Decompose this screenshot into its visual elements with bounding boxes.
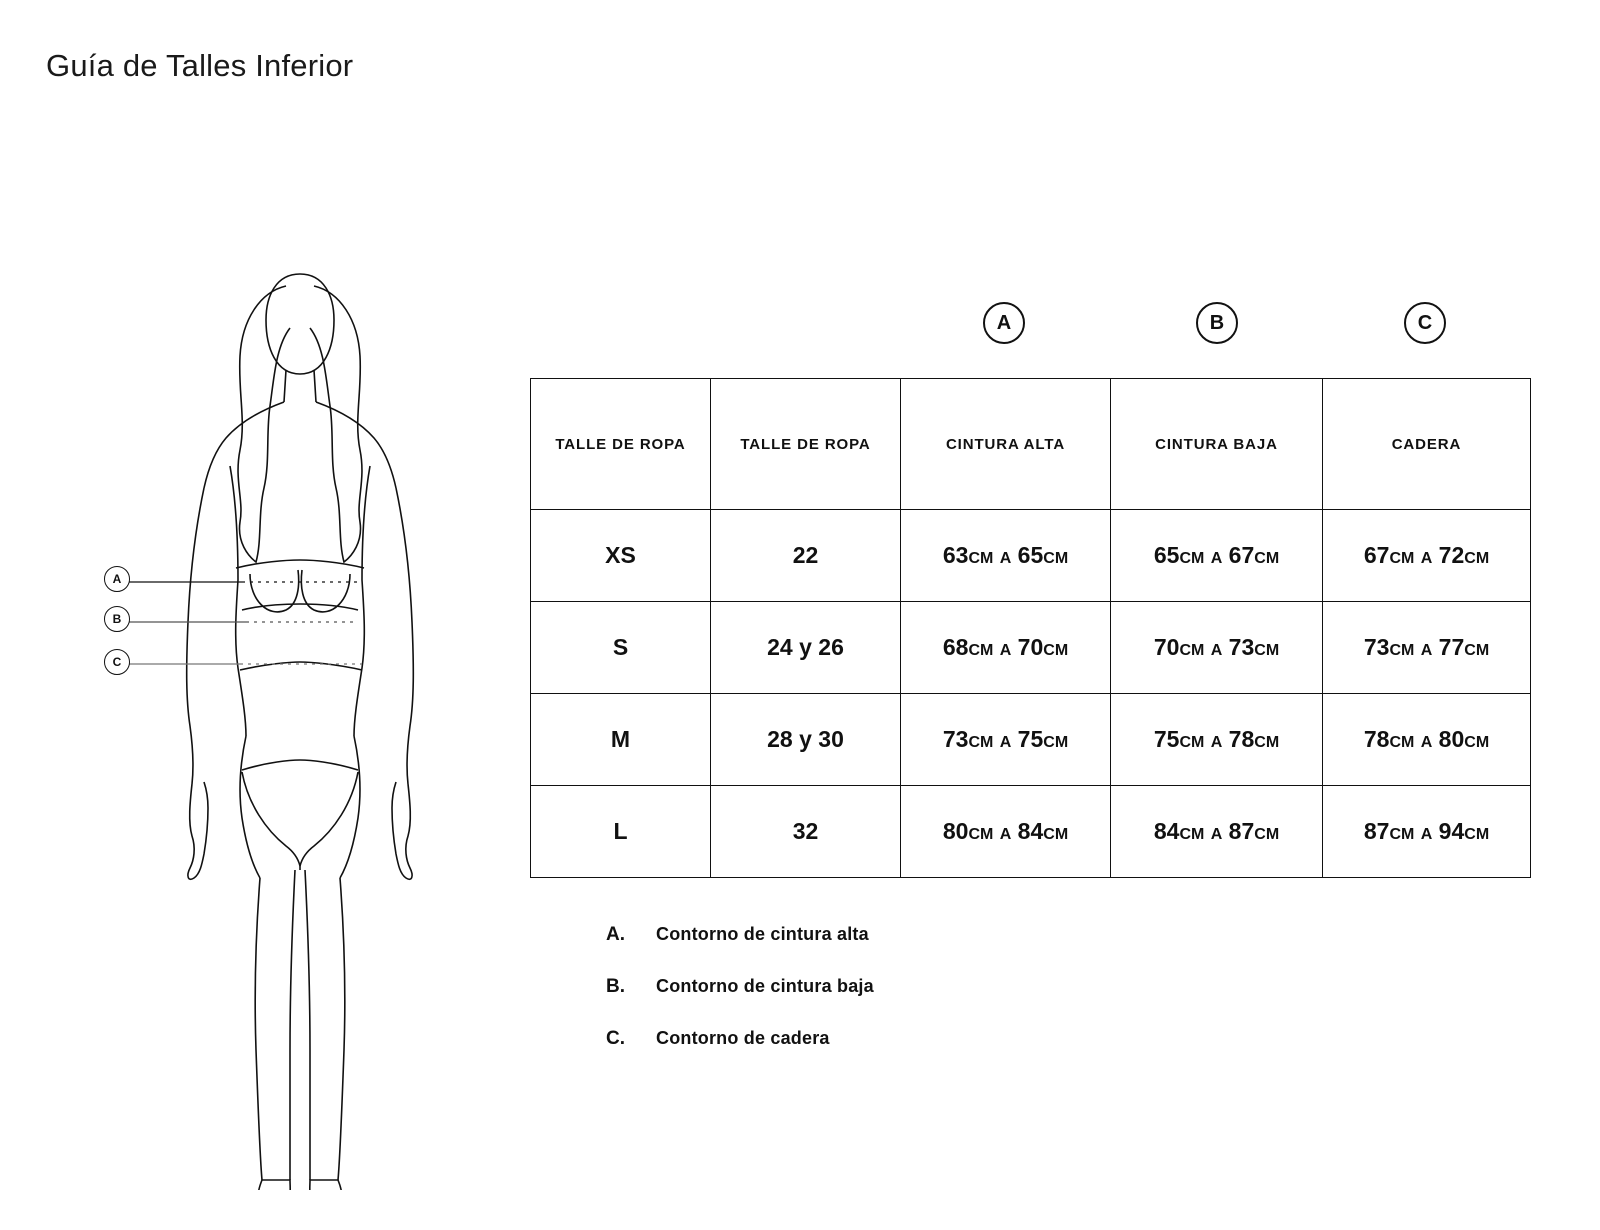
size-guide-table [530, 378, 1531, 878]
value-max: 67 [1228, 542, 1255, 568]
unit-label: CM [968, 826, 994, 843]
unit-label: CM [1254, 734, 1280, 751]
figure-marker-a: A [104, 566, 130, 592]
value-max: 73 [1228, 634, 1255, 660]
column-header-cintura-alta: CINTURA ALTA [901, 379, 1111, 510]
unit-label: CM [968, 642, 994, 659]
column-marker-b: B [1196, 302, 1238, 344]
cell-cadera [1323, 694, 1531, 786]
table-row [531, 694, 1531, 786]
value-min: 87 [1363, 818, 1390, 844]
value-min: 65 [1153, 542, 1180, 568]
unit-label: CM [1389, 642, 1415, 659]
cell-cadera [1323, 786, 1531, 878]
column-header-cadera: CADERA [1323, 379, 1531, 510]
range-separator: A [999, 550, 1012, 567]
unit-label: CM [1043, 826, 1069, 843]
unit-label: CM [968, 550, 994, 567]
table-row [531, 602, 1531, 694]
cell-cintura-alta [901, 694, 1111, 786]
unit-label: CM [1254, 826, 1280, 843]
unit-label: CM [1254, 642, 1280, 659]
column-marker-c: C [1404, 302, 1446, 344]
legend-item-c [606, 1028, 1306, 1050]
unit-label: CM [1464, 642, 1490, 659]
value-max: 94 [1438, 818, 1465, 844]
value-min: 73 [1363, 634, 1390, 660]
range-separator: A [999, 642, 1012, 659]
cell-cintura-baja [1111, 510, 1323, 602]
unit-label: CM [1389, 550, 1415, 567]
legend-item-b [606, 976, 1306, 998]
cell-size-letter: XS [531, 510, 711, 602]
table-header-row [531, 379, 1531, 510]
range-separator: A [1420, 734, 1433, 751]
value-min: 73 [942, 726, 969, 752]
cell-size-number: 28 y 30 [711, 694, 901, 786]
unit-label: CM [1254, 550, 1280, 567]
legend-key-b: B. [606, 976, 625, 997]
value-min: 75 [1153, 726, 1180, 752]
table-row [531, 786, 1531, 878]
value-max: 72 [1438, 542, 1465, 568]
legend-key-c: C. [606, 1028, 625, 1049]
legend [606, 924, 1306, 1080]
unit-label: CM [1179, 550, 1205, 567]
cell-size-number: 32 [711, 786, 901, 878]
cell-cintura-baja [1111, 786, 1323, 878]
table-row [531, 510, 1531, 602]
legend-text-c: Contorno de cadera [656, 1028, 830, 1048]
range-separator: A [1210, 550, 1223, 567]
cell-cintura-baja [1111, 602, 1323, 694]
range-separator: A [1420, 550, 1433, 567]
unit-label: CM [1179, 826, 1205, 843]
figure-marker-b: B [104, 606, 130, 632]
range-separator: A [999, 734, 1012, 751]
cell-cadera [1323, 602, 1531, 694]
value-max: 78 [1228, 726, 1255, 752]
cell-size-letter: L [531, 786, 711, 878]
figure-marker-c: C [104, 649, 130, 675]
range-separator: A [1420, 642, 1433, 659]
cell-cintura-baja [1111, 694, 1323, 786]
page-title: Guía de Talles Inferior [46, 48, 354, 83]
range-separator: A [1210, 826, 1223, 843]
value-max: 77 [1438, 634, 1465, 660]
unit-label: CM [1043, 642, 1069, 659]
cell-size-number: 22 [711, 510, 901, 602]
body-figure-illustration [90, 170, 510, 1190]
legend-text-b: Contorno de cintura baja [656, 976, 874, 996]
female-body-outline-svg [90, 170, 510, 1190]
unit-label: CM [1464, 734, 1490, 751]
cell-cintura-alta [901, 602, 1111, 694]
unit-label: CM [1464, 550, 1490, 567]
value-max: 70 [1017, 634, 1044, 660]
value-max: 84 [1017, 818, 1044, 844]
value-min: 67 [1363, 542, 1390, 568]
unit-label: CM [1389, 826, 1415, 843]
value-max: 65 [1017, 542, 1044, 568]
unit-label: CM [1179, 734, 1205, 751]
legend-text-a: Contorno de cintura alta [656, 924, 869, 944]
legend-key-a: A. [606, 924, 625, 945]
unit-label: CM [968, 734, 994, 751]
value-min: 80 [942, 818, 969, 844]
column-header-cintura-baja: CINTURA BAJA [1111, 379, 1323, 510]
value-min: 84 [1153, 818, 1180, 844]
legend-item-a [606, 924, 1306, 946]
unit-label: CM [1043, 734, 1069, 751]
range-separator: A [1210, 642, 1223, 659]
unit-label: CM [1389, 734, 1415, 751]
value-min: 78 [1363, 726, 1390, 752]
unit-label: CM [1043, 550, 1069, 567]
cell-cintura-alta [901, 786, 1111, 878]
unit-label: CM [1179, 642, 1205, 659]
value-min: 63 [942, 542, 969, 568]
value-max: 87 [1228, 818, 1255, 844]
unit-label: CM [1464, 826, 1490, 843]
value-min: 68 [942, 634, 969, 660]
column-header-talle-numero: TALLE DE ROPA [711, 379, 901, 510]
value-min: 70 [1153, 634, 1180, 660]
cell-cintura-alta [901, 510, 1111, 602]
column-marker-a: A [983, 302, 1025, 344]
value-max: 80 [1438, 726, 1465, 752]
cell-size-letter: S [531, 602, 711, 694]
range-separator: A [999, 826, 1012, 843]
cell-size-number: 24 y 26 [711, 602, 901, 694]
cell-cadera [1323, 510, 1531, 602]
range-separator: A [1210, 734, 1223, 751]
range-separator: A [1420, 826, 1433, 843]
value-max: 75 [1017, 726, 1044, 752]
cell-size-letter: M [531, 694, 711, 786]
column-header-talle-letra: TALLE DE ROPA [531, 379, 711, 510]
